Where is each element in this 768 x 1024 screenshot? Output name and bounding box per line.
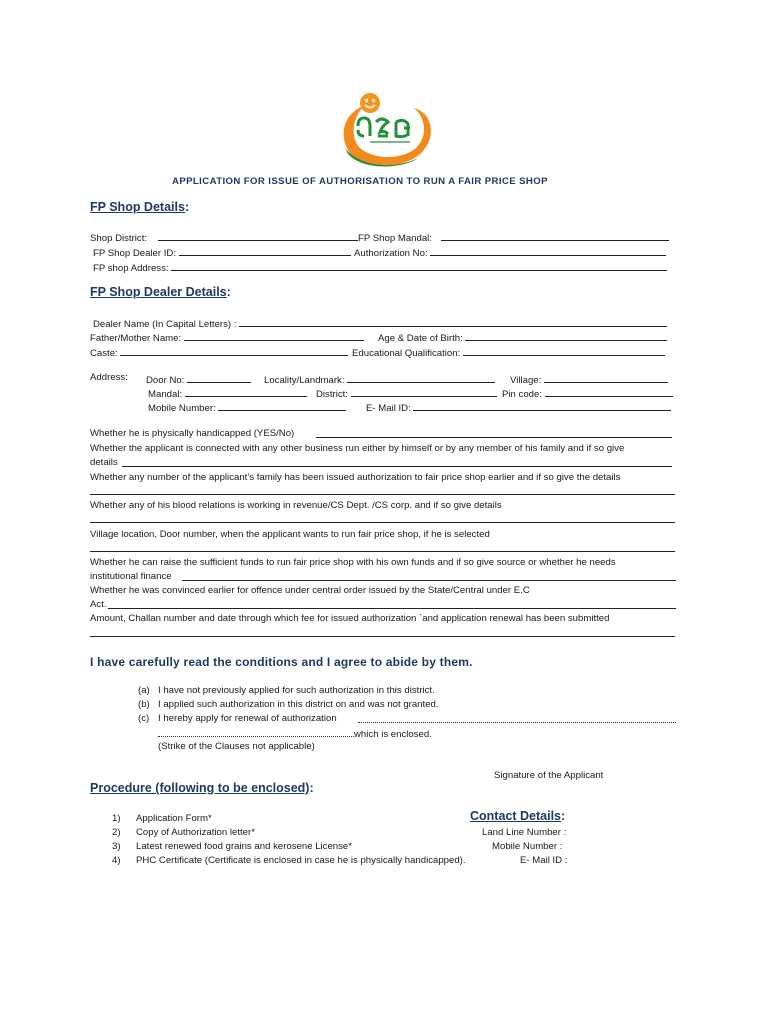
- dealer-name-field[interactable]: [93, 316, 667, 330]
- funds-question-cont: institutional finance: [90, 571, 172, 582]
- age-dob-label: Age & Date of Birth:: [378, 333, 463, 344]
- handicapped-answer-line[interactable]: [316, 437, 672, 438]
- procedure-item-3-text: Latest renewed food grains and kerosene License*: [136, 841, 353, 852]
- address-label: Address:: [90, 372, 128, 383]
- challan-question: Amount, Challan number and date through which fee for issued authorization `and application renewal has been submitted: [90, 613, 610, 624]
- signature-label: Signature of the Applicant: [494, 770, 604, 781]
- dealer-name-input[interactable]: [239, 316, 667, 327]
- challan-answer-line[interactable]: [90, 636, 675, 637]
- district-field[interactable]: [316, 386, 497, 400]
- shop-district-label: Shop District:: [90, 233, 148, 244]
- procedure-item-2-text: Copy of Authorization letter*: [136, 827, 255, 838]
- dealer-id-field[interactable]: [93, 245, 351, 259]
- shop-mandal-field[interactable]: [358, 230, 669, 244]
- relations-answer-line[interactable]: [90, 522, 675, 523]
- family-question: Whether any number of the applicant’s family has been issued authorization to fair price shop earlier and if so give the details: [90, 472, 621, 483]
- shop-district-input[interactable]: [158, 230, 358, 241]
- offence-answer-line[interactable]: [108, 608, 676, 609]
- district-label: District:: [316, 389, 348, 400]
- age-dob-field[interactable]: [378, 330, 667, 344]
- contact-mobile-label: Mobile Number :: [492, 841, 563, 852]
- age-dob-input[interactable]: [465, 330, 667, 341]
- clause-c-marker: (c): [138, 713, 150, 724]
- father-name-field[interactable]: [90, 330, 364, 344]
- mobile-field[interactable]: [148, 400, 346, 414]
- procedure-item-2-num: 2): [112, 827, 121, 838]
- renewal-details-cont-input[interactable]: [158, 727, 354, 737]
- mandal-field[interactable]: [148, 386, 307, 400]
- business-question: Whether the applicant is connected with any other business run either by himself or by any member of his family and if so give: [90, 443, 625, 454]
- village-question: Village location, Door number, when the applicant wants to run fair price shop, if he is selected: [90, 529, 490, 540]
- caste-label: Caste:: [90, 348, 118, 359]
- pincode-field[interactable]: [502, 386, 673, 400]
- procedure-item-3-num: 3): [112, 841, 121, 852]
- business-question-cont: details: [90, 457, 118, 468]
- business-answer-line[interactable]: [122, 466, 672, 467]
- shop-mandal-label: FP Shop Mandal:: [358, 233, 432, 244]
- clause-b-text: I applied such authorization in this district on and was not granted.: [158, 699, 439, 710]
- funds-answer-line[interactable]: [182, 580, 676, 581]
- dealer-name-label: Dealer Name (In Capital Letters) :: [93, 319, 237, 330]
- auth-no-label: Authorization No:: [354, 248, 428, 259]
- email-input[interactable]: [413, 400, 671, 411]
- procedure-item-1-text: Application Form*: [136, 813, 212, 824]
- father-name-input[interactable]: [184, 330, 364, 341]
- pincode-input[interactable]: [545, 386, 673, 397]
- family-answer-line[interactable]: [90, 494, 675, 495]
- door-no-field[interactable]: [146, 372, 251, 386]
- declaration-statement: I have carefully read the conditions and I agree to abide by them.: [90, 655, 473, 669]
- caste-input[interactable]: [120, 345, 348, 356]
- contact-heading: Contact Details:: [470, 809, 566, 823]
- dealer-details-heading: FP Shop Dealer Details:: [90, 285, 231, 299]
- door-no-label: Door No:: [146, 375, 185, 386]
- form-title: APPLICATION FOR ISSUE OF AUTHORISATION TO RUN A FAIR PRICE SHOP: [172, 176, 548, 187]
- village-input[interactable]: [544, 372, 668, 383]
- mandal-label: Mandal:: [148, 389, 183, 400]
- mobile-input[interactable]: [218, 400, 346, 411]
- clause-c-text: I hereby apply for renewal of authorization: [158, 713, 337, 724]
- locality-label: Locality/Landmark:: [264, 375, 345, 386]
- mandal-input[interactable]: [185, 386, 307, 397]
- father-name-label: Father/Mother Name:: [90, 333, 182, 344]
- procedure-heading: Procedure (following to be enclosed):: [90, 781, 314, 795]
- procedure-item-4-num: 4): [112, 855, 121, 866]
- contact-email-label: E- Mail ID :: [520, 855, 568, 866]
- clause-a-text: I have not previously applied for such authorization in this district.: [158, 685, 435, 696]
- shop-address-label: FP shop Address:: [93, 263, 169, 274]
- procedure-item-1-num: 1): [112, 813, 121, 824]
- education-label: Educational Qualification:: [352, 348, 461, 359]
- relations-question: Whether any of his blood relations is working in revenue/CS Dept. /CS corp. and if so give details: [90, 500, 502, 511]
- auth-no-field[interactable]: [354, 245, 666, 259]
- enclosed-text: which is enclosed.: [354, 729, 432, 740]
- shop-address-field[interactable]: [93, 260, 667, 274]
- procedure-item-4-text: PHC Certificate (Certificate is enclosed in case he is physically handicapped).: [136, 855, 466, 866]
- clause-a-marker: (a): [138, 685, 150, 696]
- village-answer-line[interactable]: [90, 551, 675, 552]
- locality-input[interactable]: [347, 372, 495, 383]
- education-input[interactable]: [463, 345, 665, 356]
- handicapped-question: Whether he is physically handicapped (YES/No): [90, 428, 295, 439]
- dealer-id-label: FP Shop Dealer ID:: [93, 248, 177, 259]
- clause-b-marker: (b): [138, 699, 150, 710]
- renewal-details-input[interactable]: [358, 713, 676, 723]
- district-input[interactable]: [351, 386, 497, 397]
- pincode-label: Pin code:: [502, 389, 543, 400]
- strike-note: (Strike of the Clauses not applicable): [158, 741, 315, 752]
- auth-no-input[interactable]: [430, 245, 666, 256]
- mobile-label: Mobile Number:: [148, 403, 216, 414]
- meeseva-logo-icon: [334, 88, 438, 172]
- village-field[interactable]: [510, 372, 668, 386]
- email-label: E- Mail ID:: [366, 403, 411, 414]
- shop-address-input[interactable]: [171, 260, 667, 271]
- offence-question-cont: Act.: [90, 599, 107, 610]
- dealer-id-input[interactable]: [179, 245, 351, 256]
- locality-field[interactable]: [264, 372, 495, 386]
- email-field[interactable]: [366, 400, 671, 414]
- shop-district-field[interactable]: [90, 230, 358, 244]
- shop-details-heading: FP Shop Details:: [90, 200, 190, 214]
- village-label: Village:: [510, 375, 542, 386]
- funds-question: Whether he can raise the sufficient funds to run fair price shop with his own funds and if so give source or whether he needs: [90, 557, 616, 568]
- shop-mandal-input[interactable]: [441, 230, 669, 241]
- landline-label: Land Line Number :: [482, 827, 567, 838]
- caste-field[interactable]: [90, 345, 348, 359]
- education-field[interactable]: [352, 345, 665, 359]
- door-no-input[interactable]: [187, 372, 251, 383]
- offence-question: Whether he was convinced earlier for offence under central order issued by the State/Central under E.C: [90, 585, 530, 596]
